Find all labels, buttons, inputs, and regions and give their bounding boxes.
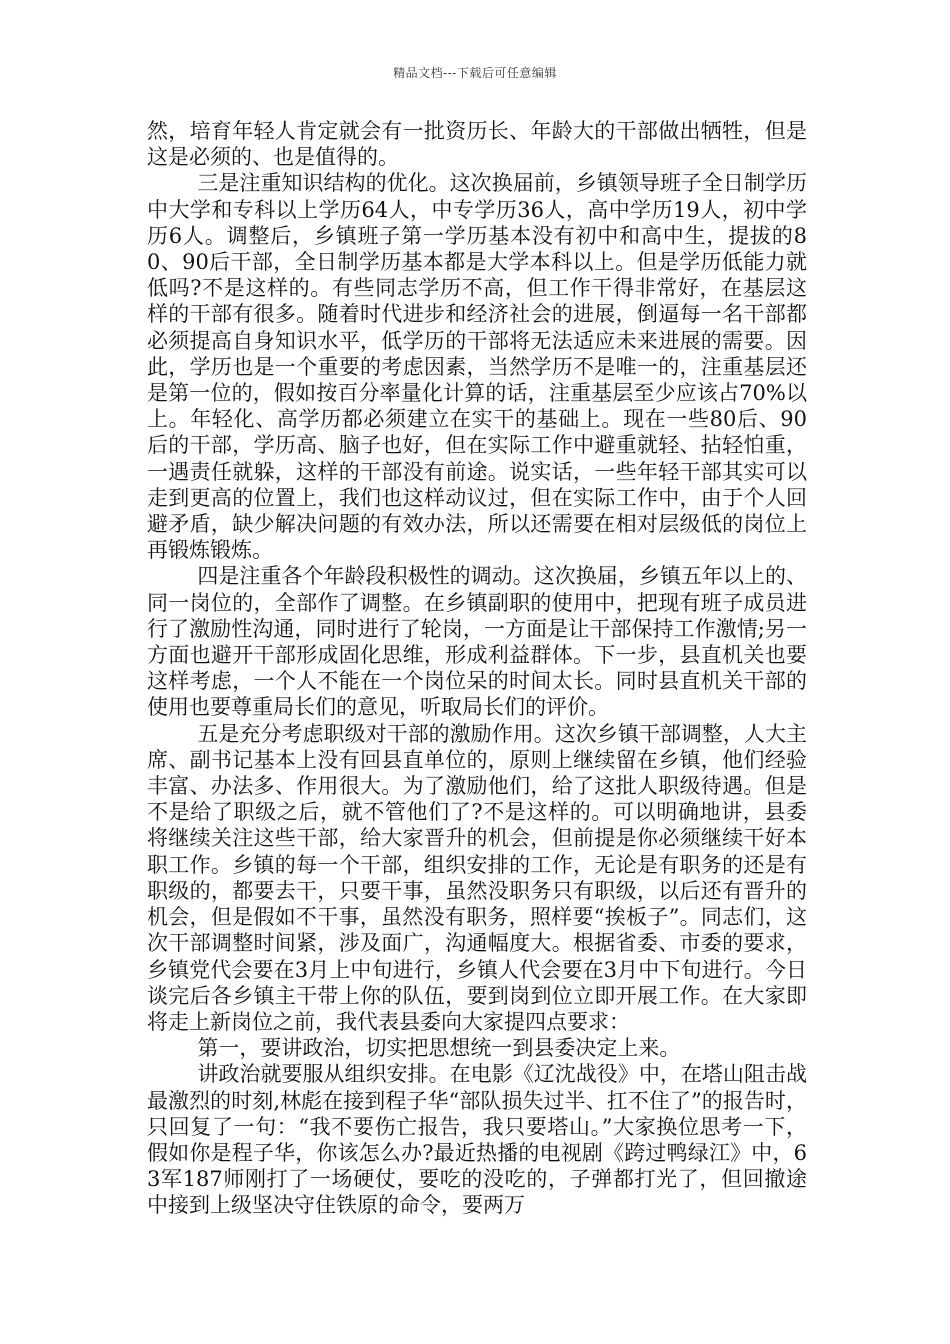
page-header: 精品文档---下载后可任意编辑 <box>393 66 557 80</box>
paragraph-4: 五是充分考虑职级对干部的激励作用。这次乡镇干部调整，人大主席、副书记基本上没有回县直单位的，原则上继续留在乡镇，他们经验丰富、办法多、作用很大。为了激励他们，给了这批人职级待遇。但是不是给了职级之后，就不管他们了?不是这样的。可以明确地讲，县委将继续关注这些干部，给大家晋升的机会，但前提是你必须继续干好本职工作。乡镇的每一个干部，组织安排的工作，无论是有职务的还是有职级的，都要去干，只要干事，虽然没职务只有职级，以后还有晋升的机会，但是假如不干事，虽然没有职务，照样要“挨板子”。同志们，这次干部调整时间紧，涉及面广，沟通幅度大。根据省委、市委的要求，乡镇党代会要在3月上中旬进行，乡镇人代会要在3月中下旬进行。今日谈完后各乡镇主干带上你的队伍，要到岗到位立即开展工作。在大家即将走上新岗位之前，我代表县委向大家提四点要求： <box>147 721 807 1034</box>
document-body <box>147 118 807 1219</box>
paragraph-2: 三是注重知识结构的优化。这次换届前，乡镇领导班子全日制学历中大学和专科以上学历64人，中专学历36人，高中学历19人，初中学历6人。调整后，乡镇班子第一学历基本没有初中和高中生，提拔的80、90后干部，全日制学历基本都是大学本科以上。但是学历低能力就低吗?不是这样的。有些同志学历不高，但工作干得非常好，在基层这样的干部有很多。随着时代进步和经济社会的进展，倒逼每一名干部都必须提高自身知识水平，低学历的干部将无法适应未来进展的需要。因此，学历也是一个重要的考虑因素，当然学历不是唯一的，注重基层还是第一位的，假如按百分率量化计算的话，注重基层至少应该占70%以上。年轻化、高学历都必须建立在实干的基础上。现在一些80后、90后的干部，学历高、脑子也好，但在实际工作中避重就轻、拈轻怕重，一遇责任就躲，这样的干部没有前途。说实话，一些年轻干部其实可以走到更高的位置上，我们也这样动议过，但在实际工作中，由于个人回避矛盾，缺少解决问题的有效办法，所以还需要在相对层级低的岗位上再锻炼锻炼。 <box>147 171 807 563</box>
paragraph-5: 第一，要讲政治，切实把思想统一到县委决定上来。 <box>197 1036 681 1061</box>
paragraph-1: 然，培育年轻人肯定就会有一批资历长、年龄大的干部做出牺牲，但是这是必须的、也是值得的。 <box>147 119 807 170</box>
paragraph-3: 四是注重各个年龄段积极性的调动。这次换届，乡镇五年以上的、同一岗位的，全部作了调整。在乡镇副职的使用中，把现有班子成员进行了激励性沟通，同时进行了轮岗，一方面是让干部保持工作激情;另一方面也避开干部形成固化思维，形成利益群体。下一步，县直机关也要这样考虑，一个人不能在一个岗位呆的时间太长。同时县直机关干部的使用也要尊重局长们的意见，听取局长们的评价。 <box>147 564 807 720</box>
paragraph-6: 讲政治就要服从组织安排。在电影《辽沈战役》中，在塔山阻击战最激烈的时刻,林彪在接到程子华“部队损失过半、扛不住了”的报告时，只回复了一句：“我不要伤亡报告，我只要塔山。”大家换位思考一下，假如你是程子华，你该怎么办?最近热播的电视剧《跨过鸭绿江》中，63军187师刚打了一场硬仗，要吃的没吃的，子弹都打光了，但回撤途中接到上级坚决守住铁原的命令，要两万 <box>147 1062 807 1218</box>
